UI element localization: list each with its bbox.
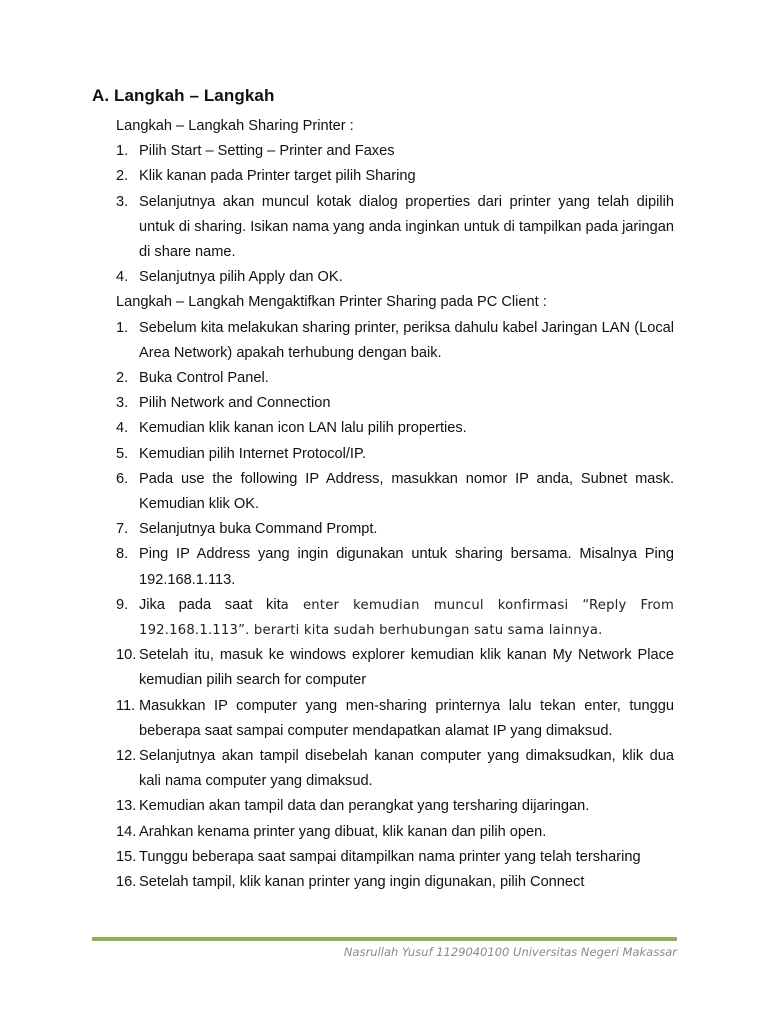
- list-item: 6. Pada use the following IP Address, masukkan nomor IP anda, Subnet mask. Kemudian klik OK.: [116, 470, 674, 513]
- list-item: 2. Klik kanan pada Printer target pilih Sharing: [116, 168, 416, 185]
- document-body: [116, 114, 674, 895]
- list-item: 12. Selanjutnya akan tampil disebelah kanan computer yang dimaksudkan, klik dua kali nama computer yang dimaksud.: [116, 748, 674, 790]
- list-item: 14. Arahkan kenama printer yang dibuat, klik kanan dan pilih open.: [116, 823, 547, 840]
- list-item: 3. Pilih Network and Connection: [116, 395, 331, 412]
- sharing-subtitle: Langkah – Langkah Sharing Printer :: [116, 118, 354, 134]
- list-item: 8. Ping IP Address yang ingin digunakan untuk sharing bersama. Misalnya Ping 192.168.1.113.: [116, 546, 674, 588]
- list-item: 15. Tunggu beberapa saat sampai ditampilkan nama printer yang telah tersharing: [116, 848, 641, 865]
- sharing-steps-list: [116, 139, 674, 290]
- client-subtitle: Langkah – Langkah Mengaktifkan Printer Sharing pada PC Client :: [116, 294, 547, 311]
- list-item: 2. Buka Control Panel.: [116, 370, 269, 387]
- section-title: A. Langkah – Langkah: [92, 86, 275, 105]
- list-item: 4. Selanjutnya pilih Apply dan OK.: [116, 269, 343, 286]
- list-item: 5. Kemudian pilih Internet Protocol/IP.: [116, 445, 366, 462]
- list-item: 9. Jika pada saat kita enter kemudian muncul konfirmasi “Reply From 192.168.1.113”. berarti kita sudah berhubungan satu sama lainnya.: [116, 596, 675, 639]
- list-item: 10. Setelah itu, masuk ke windows explorer kemudian klik kanan My Network Place kemudian pilih search for computer: [116, 647, 674, 689]
- footer-text: Nasrullah Yusuf 1129040100 Universitas Negeri Makassar: [343, 945, 677, 959]
- list-item: 3. Selanjutnya akan muncul kotak dialog properties dari printer yang telah dipilih untuk di sharing. Isikan nama yang anda inginkan untuk di tampilkan pada jaringan di share name.: [116, 193, 674, 261]
- list-item: 1. Sebelum kita melakukan sharing printer, periksa dahulu kabel Jaringan LAN (Local Area Network) apakah terhubung dengan baik.: [116, 319, 674, 361]
- client-steps-list: [116, 316, 674, 896]
- list-item: 11. Masukkan IP computer yang men-sharing printernya lalu tekan enter, tunggu beberapa saat sampai computer mendapatkan alamat IP yang dimaksud.: [116, 697, 674, 739]
- list-item: 4. Kemudian klik kanan icon LAN lalu pilih properties.: [116, 420, 467, 437]
- list-item: 16. Setelah tampil, klik kanan printer yang ingin digunakan, pilih Connect: [116, 874, 585, 891]
- list-item: 13. Kemudian akan tampil data dan perangkat yang tersharing dijaringan.: [116, 798, 590, 815]
- list-item: 7. Selanjutnya buka Command Prompt.: [116, 521, 378, 538]
- list-item: 1. Pilih Start – Setting – Printer and Faxes: [116, 143, 395, 160]
- footer-divider: [92, 937, 677, 941]
